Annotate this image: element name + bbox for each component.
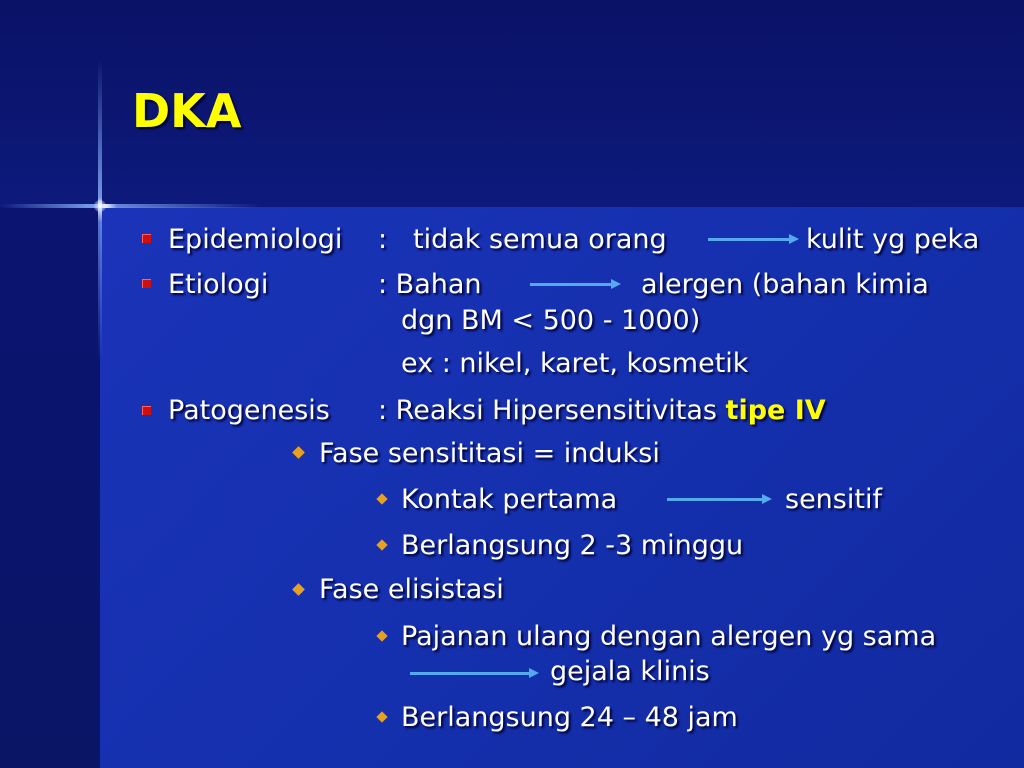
etiologi-result: alergen (bahan kimia [641,269,929,300]
patogenesis-text [378,397,826,424]
berlangsung-jam-text: Berlangsung 24 – 48 jam [401,702,738,733]
etiologi-continuation: dgn BM < 500 - 1000) [401,305,701,336]
slide-title: DKA [132,84,242,138]
left-band [0,207,100,768]
fase-sensitisasi-label: Fase sensititasi = induksi [319,438,660,469]
pajanan-ulang-result: gejala klinis [550,656,710,687]
epidemiologi-label: Epidemiologi [168,224,343,255]
arrow-right-icon [708,238,790,241]
etiologi-example: ex : nikel, karet, kosmetik [401,348,749,379]
fase-elisitasi-label: Fase elisistasi [319,574,504,605]
etiologi-label: Etiologi [168,269,269,300]
epidemiologi-colon: : [378,224,388,255]
square-bullet-icon [142,406,151,415]
kontak-pertama-result: sensitif [785,484,882,515]
arrow-right-icon [410,672,530,675]
patogenesis-description: : Reaksi Hipersensitivitas [378,395,717,426]
square-bullet-icon [142,234,151,243]
arrow-right-icon [667,498,763,501]
epidemiologi-text: tidak semua orang [413,224,667,255]
arrow-right-icon [530,283,612,286]
epidemiologi-result: kulit yg peka [806,224,980,255]
etiologi-text: : Bahan [378,269,482,300]
berlangsung-minggu-text: Berlangsung 2 -3 minggu [401,530,744,561]
kontak-pertama-text: Kontak pertama [401,484,618,515]
square-bullet-icon [142,279,151,288]
light-flare-horizontal [0,204,260,208]
light-flare-center [94,200,106,212]
pajanan-ulang-text: Pajanan ulang dengan alergen yg sama [401,621,937,652]
patogenesis-highlight: tipe IV [725,395,826,426]
patogenesis-label: Patogenesis [168,395,330,426]
